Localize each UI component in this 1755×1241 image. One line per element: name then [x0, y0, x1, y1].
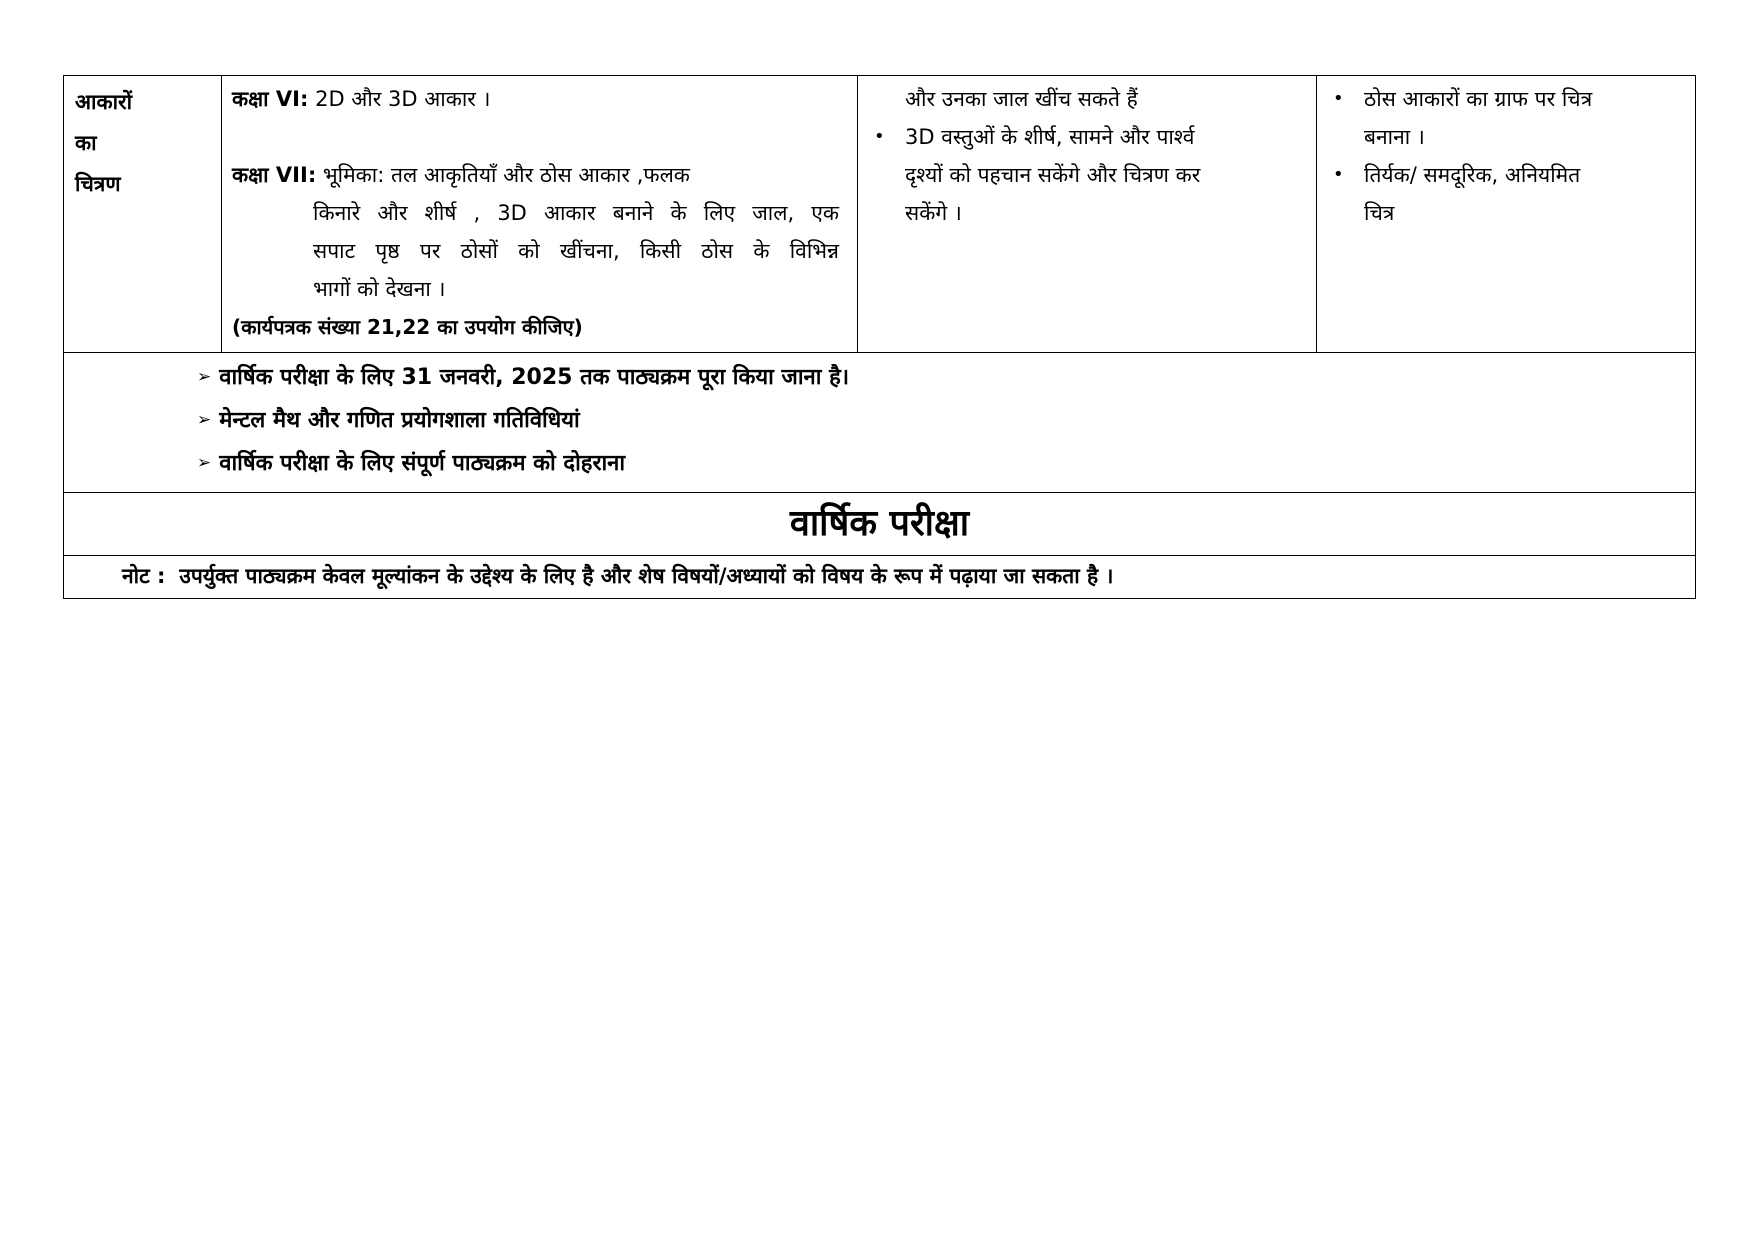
activity-line: ठोस आकारों का ग्राफ पर चित्र [1364, 87, 1593, 111]
topic-line: चित्रण [75, 172, 121, 196]
outcome-continued-line: और उनका जाल खींच सकते हैं [905, 87, 1138, 111]
note-text: उपर्युक्त पाठ्यक्रम केवल मूल्यांकन के उद्देश्य के लिए है और शेष विषयों/अध्यायों को विषय के रूप में पढ़ाया जा सकता है । [179, 564, 1114, 588]
outcome-line: दृश्यों को पहचान सकेंगे और चित्रण कर [905, 163, 1201, 187]
milestone-text: वार्षिक परीक्षा के लिए संपूर्ण पाठ्यक्रम को दोहराना [219, 451, 626, 476]
activity-line: बनाना । [1364, 125, 1425, 149]
class6-content [232, 80, 839, 118]
table-row [64, 76, 1696, 353]
activity-line: तिर्यक/ समदूरिक, अनियमित [1364, 163, 1581, 187]
class7-line: सपाट पृष्ठ पर ठोसों को खींचना, किसी ठोस के विभिन्न [313, 239, 839, 263]
activities-cell [1317, 76, 1696, 353]
class7-line: भागों को देखना । [313, 277, 446, 301]
list-item [868, 118, 1282, 232]
topic-line: का [75, 131, 97, 155]
activity-line: चित्र [1364, 201, 1395, 225]
class7-first-line: भूमिका: तल आकृतियाँ और ठोस आकार ,फलक [316, 163, 690, 187]
table-row [64, 556, 1696, 599]
bullet-icon: • [1333, 164, 1344, 185]
list-item [197, 357, 1695, 400]
milestone-text: वार्षिक परीक्षा के लिए 31 जनवरी, 2025 तक पाठ्यक्रम पूरा किया जाना है। [219, 365, 850, 390]
topic-cell [64, 76, 222, 353]
list-item [197, 443, 1695, 486]
note-label: नोट : [122, 564, 166, 588]
table-row [64, 493, 1696, 556]
class6-label: कक्षा VI: [232, 87, 309, 111]
milestones-cell [64, 353, 1696, 493]
table-row [64, 353, 1696, 493]
topic-line: आकारों [75, 90, 133, 114]
list-item [1327, 156, 1661, 232]
list-item [197, 400, 1695, 443]
class7-content [232, 156, 839, 194]
worksheet-note: (कार्यपत्रक संख्या 21,22 का उपयोग कीजिए) [232, 315, 583, 339]
arrow-bullet-icon: ➢ [197, 453, 212, 473]
class6-text: 2D और 3D आकार । [308, 87, 491, 111]
content-cell [222, 76, 858, 353]
exam-title: वार्षिक परीक्षा [64, 493, 1696, 556]
syllabus-table [63, 75, 1696, 599]
class7-line: किनारे और शीर्ष , 3D आकार बनाने के लिए जाल, एक [313, 201, 839, 225]
arrow-bullet-icon: ➢ [197, 410, 212, 430]
bullet-icon: • [1333, 88, 1344, 109]
milestone-text: मेन्टल मैथ और गणित प्रयोगशाला गतिविधियां [219, 408, 580, 433]
note-cell [64, 556, 1696, 599]
outcomes-cell [858, 76, 1317, 353]
outcome-line: 3D वस्तुओं के शीर्ष, सामने और पार्श्व [905, 125, 1195, 149]
outcome-line: सकेंगे । [905, 201, 962, 225]
arrow-bullet-icon: ➢ [197, 367, 212, 387]
class7-label: कक्षा VII: [232, 163, 317, 187]
bullet-icon: • [874, 126, 885, 147]
list-item [1327, 80, 1661, 156]
